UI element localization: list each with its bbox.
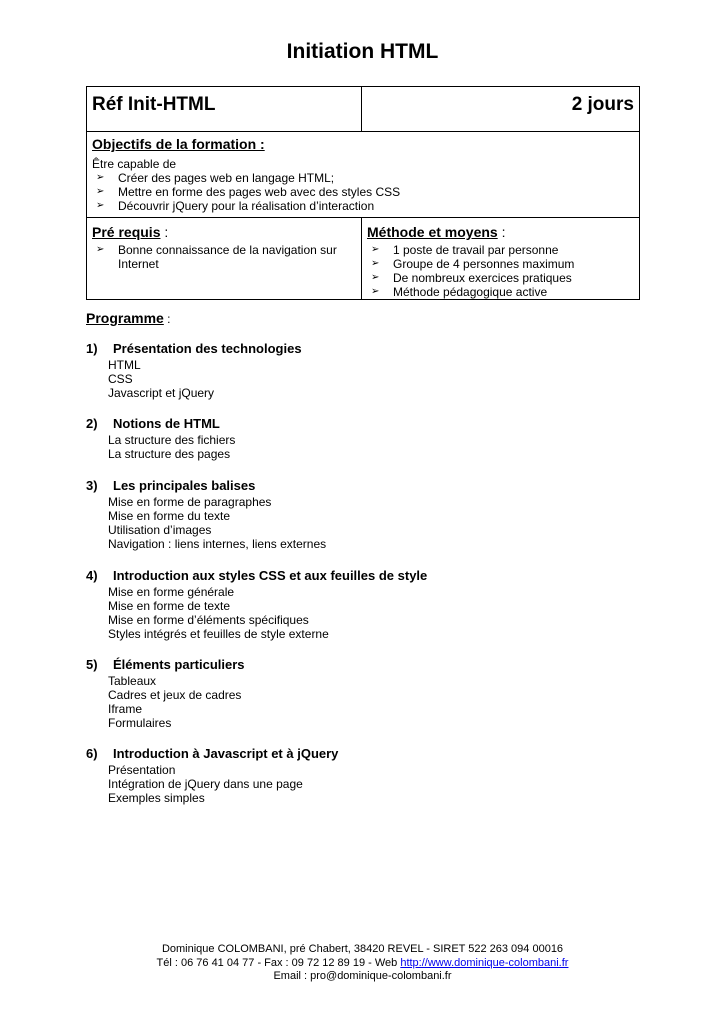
website-link[interactable]: http://www.dominique-colombani.fr <box>400 956 569 969</box>
list-item: Iframe <box>108 702 143 716</box>
list-item: ➢ Créer des pages web en langage HTML; <box>96 171 335 185</box>
module-5 <box>86 656 245 730</box>
list-item: ➢ Bonne connaissance de la navigation sur Internet <box>96 243 337 271</box>
list-item: CSS <box>108 372 133 386</box>
module-title: 5) Éléments particuliers <box>86 657 245 672</box>
module-title: 2) Notions de HTML <box>86 416 220 431</box>
list-item: HTML <box>108 358 141 372</box>
list-item: Mise en forme du texte <box>108 509 231 523</box>
arrow-bullet-icon: ➢ <box>371 272 380 283</box>
list-item: Mise en forme de paragraphes <box>108 495 272 509</box>
reference-cell: Réf Init-HTML <box>87 87 362 132</box>
footer-address: Dominique COLOMBANI, pré Chabert, 38420 REVEL - SIRET 522 263 094 00016 <box>161 943 564 955</box>
arrow-bullet-icon: ➢ <box>96 172 105 183</box>
list-item: Mise en forme générale <box>108 585 235 599</box>
list-item: ➢ Groupe de 4 personnes maximum <box>371 257 575 271</box>
arrow-bullet-icon: ➢ <box>96 186 105 197</box>
list-item: ➢ Méthode pédagogique active <box>371 285 548 299</box>
objectifs-cell <box>87 132 640 218</box>
objectifs-title: Objectifs de la formation : <box>92 136 265 152</box>
module-title: 6) Introduction à Javascript et à jQuery <box>86 746 339 761</box>
prerequis-cell: Pré requis : ➢ Bonne connaissance de la navigation sur Internet <box>87 218 362 300</box>
list-item: Navigation : liens internes, liens externes <box>108 537 327 551</box>
list-item: Javascript et jQuery <box>108 386 215 400</box>
list-item: ➢ De nombreux exercices pratiques <box>371 271 572 285</box>
module-title: 3) Les principales balises <box>86 478 256 493</box>
arrow-bullet-icon: ➢ <box>371 286 380 297</box>
list-item: ➢ Découvrir jQuery pour la réalisation d’interaction <box>96 199 375 213</box>
methode-list <box>367 243 635 299</box>
arrow-bullet-icon: ➢ <box>371 244 380 255</box>
list-item: Utilisation d’images <box>108 523 212 537</box>
duration-cell: 2 jours <box>362 87 640 132</box>
list-item: Intégration de jQuery dans une page <box>108 777 303 791</box>
module-1 <box>86 340 302 400</box>
module-title: 4) Introduction aux styles CSS et aux feuilles de style <box>86 568 428 583</box>
page-title: Initiation HTML <box>286 40 439 63</box>
module-3 <box>86 477 326 551</box>
arrow-bullet-icon: ➢ <box>96 244 105 255</box>
list-item: Formulaires <box>108 716 172 730</box>
footer-email: Email : pro@dominique-colombani.fr <box>273 970 452 982</box>
objectifs-list <box>92 171 639 213</box>
arrow-bullet-icon: ➢ <box>371 258 380 269</box>
list-item: La structure des pages <box>108 447 231 461</box>
methode-cell: Méthode et moyens : ➢ 1 poste de travail par personne ➢ Groupe de 4 personnes maximum ➢ De nombreux exercices pratiques ➢ Méthode pédagogique active <box>362 218 640 300</box>
programme-heading: Programme : <box>86 310 171 326</box>
list-item: ➢ Mettre en forme des pages web avec des styles CSS <box>96 185 401 199</box>
module-4 <box>86 567 427 641</box>
prerequis-list <box>92 243 357 271</box>
list-item: La structure des fichiers <box>108 433 236 447</box>
list-item: Styles intégrés et feuilles de style externe <box>108 627 329 641</box>
module-2 <box>86 415 235 461</box>
page-footer <box>0 943 725 984</box>
list-item: Mise en forme de texte <box>108 599 231 613</box>
methode-title: Méthode et moyens <box>367 224 498 240</box>
footer-contact: Tél : 06 76 41 04 77 - Fax : 09 72 12 89 19 - Web http://www.dominique-colombani.fr <box>156 956 569 969</box>
prerequis-title: Pré requis <box>92 224 161 240</box>
info-table <box>86 86 640 300</box>
module-title: 1) Présentation des technologies <box>86 341 302 356</box>
list-item: Présentation <box>108 763 176 777</box>
list-item: Exemples simples <box>108 791 205 805</box>
list-item: Cadres et jeux de cadres <box>108 688 242 702</box>
module-6 <box>86 745 338 805</box>
list-item: ➢ 1 poste de travail par personne <box>371 243 559 257</box>
list-item: Tableaux <box>108 674 157 688</box>
arrow-bullet-icon: ➢ <box>96 200 105 211</box>
objectifs-intro: Être capable de <box>92 157 177 171</box>
list-item: Mise en forme d’éléments spécifiques <box>108 613 309 627</box>
